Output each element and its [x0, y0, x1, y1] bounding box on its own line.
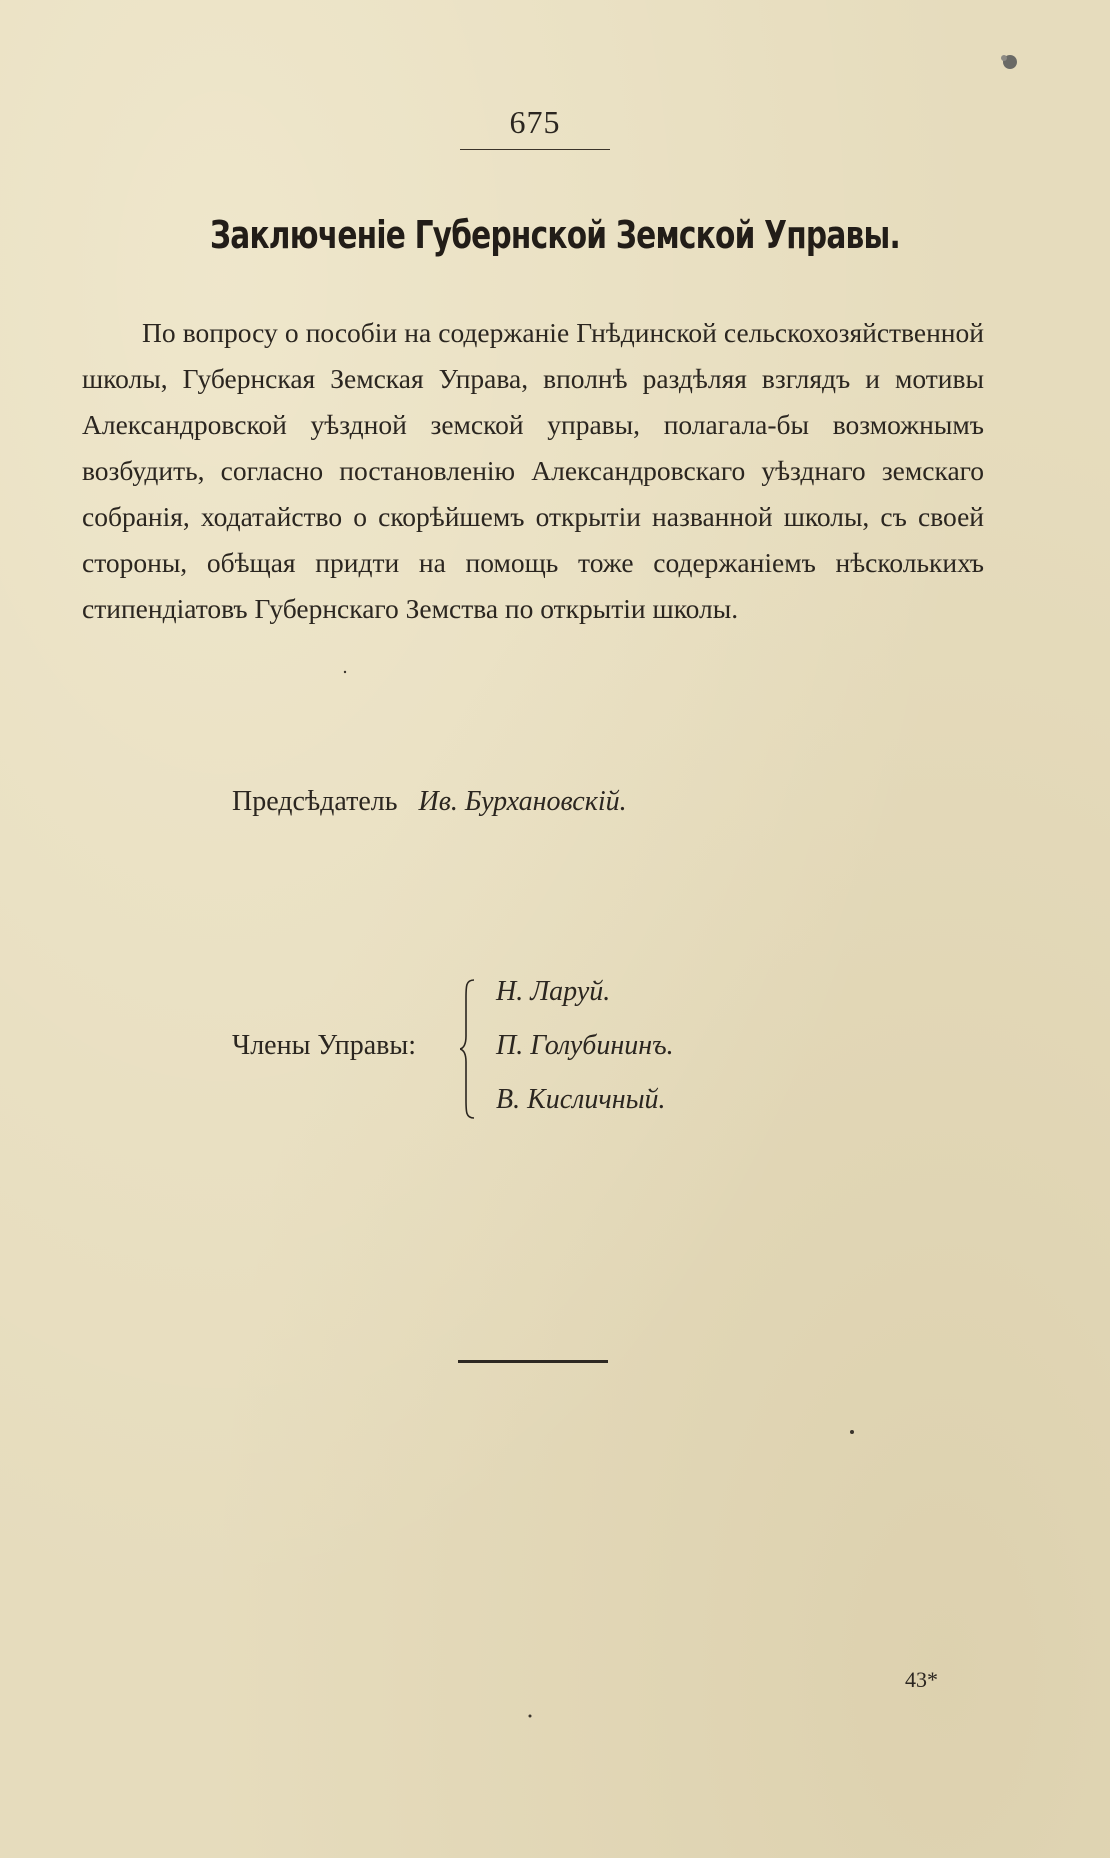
- printer-signature-mark: 43*: [905, 1667, 938, 1692]
- chairman-title: Предсѣдатель: [232, 786, 398, 817]
- document-heading: Заключеніе Губернской Земской Управы.: [209, 213, 901, 257]
- members-label: Члены Управы:: [232, 1030, 416, 1061]
- member-name: П. Голубининъ.: [496, 1030, 674, 1061]
- member-name: Н. Ларуй.: [496, 976, 611, 1007]
- member-name: В. Кисличный.: [496, 1084, 666, 1115]
- body-paragraph: По вопросу о пособіи на содержаніе Гнѣдинской сельскохозяйственной школы, Губернская Земская Управа, вполнѣ раздѣляя взглядъ и мотивы Александровской уѣздной земской управы, полагала-бы возможнымъ возбудить, согласно постановленію Александровскаго уѣзднаго земскаго собранія, ходатайство о скорѣйшемъ открытіи названной школы, съ своей стороны, обѣщая придти на помощь тоже содержаніемъ нѣсколькихъ стипендіатовъ Губернскаго Земства по открытіи школы.: [82, 317, 984, 624]
- chairman-name: Ив. Бурхановскій.: [418, 786, 627, 817]
- page-number: 675: [509, 104, 561, 140]
